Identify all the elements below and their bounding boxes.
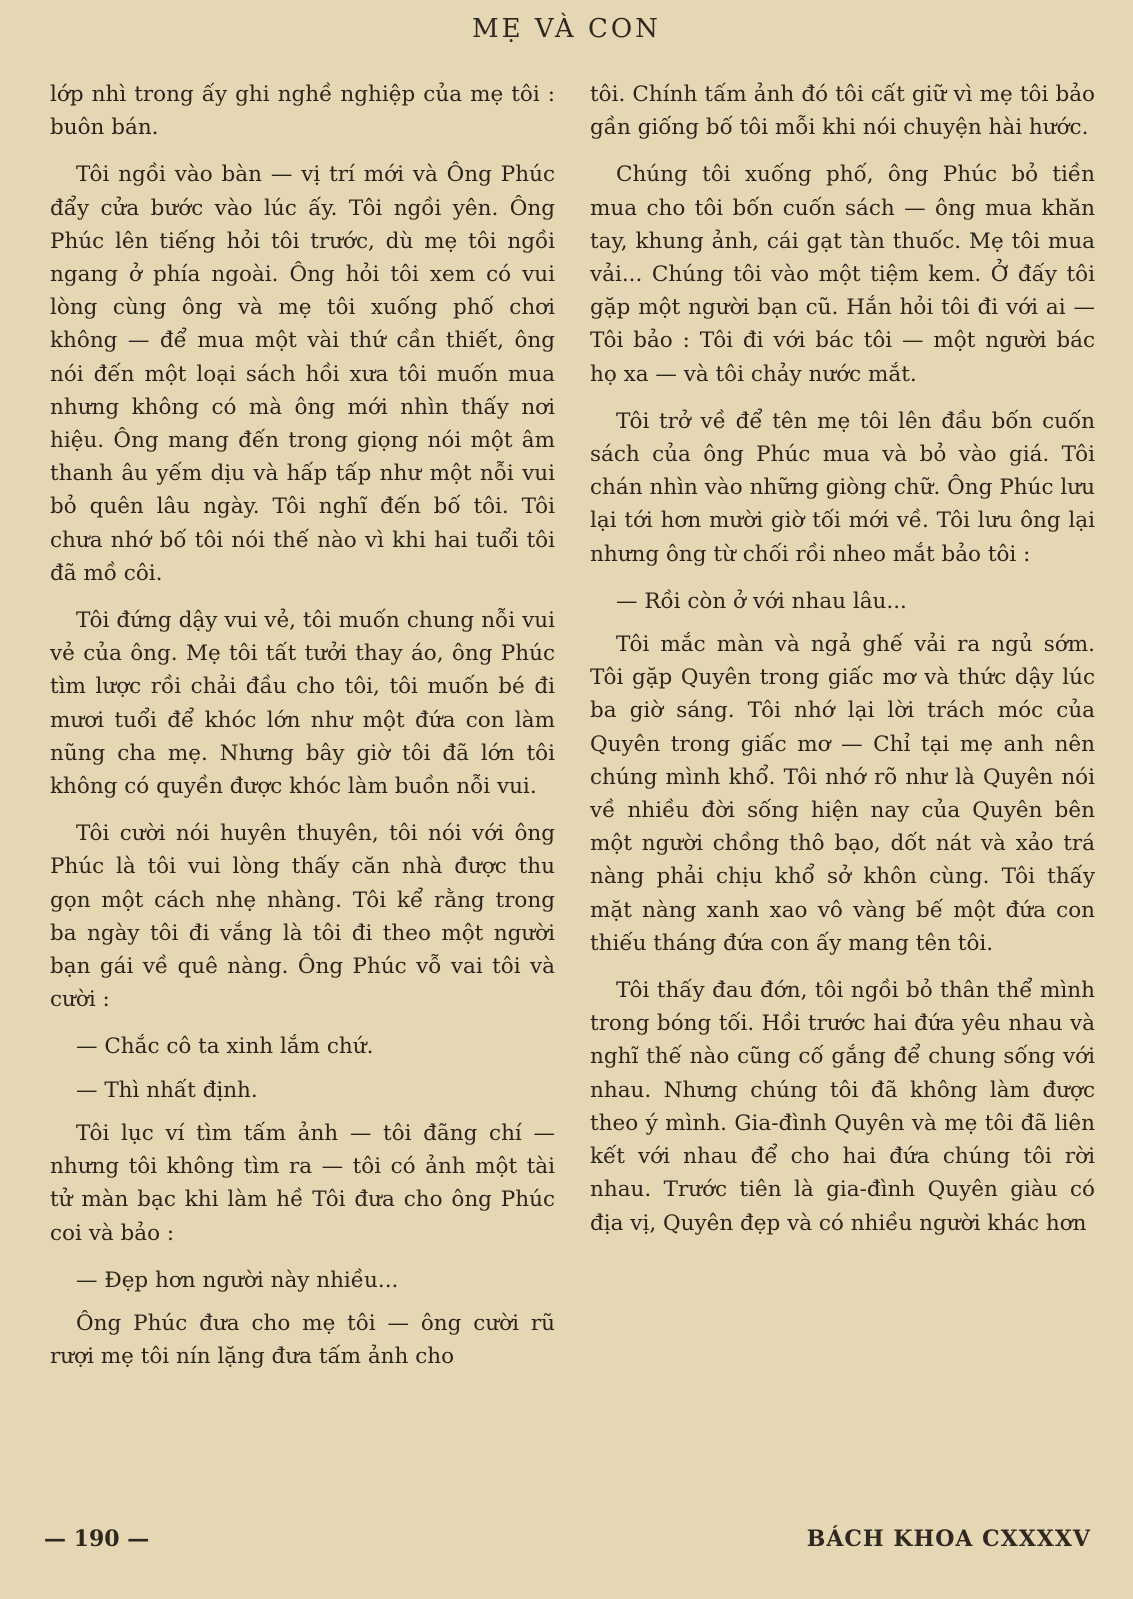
dialogue-line: — Đẹp hơn người này nhiều... [76,1267,399,1293]
dialogue-line: — Chắc cô ta xinh lắm chứ. [76,1034,374,1060]
paragraph: Chúng tôi xuống phố, ông Phúc bỏ tiền mua cho tôi bốn cuốn sách — ông mua khăn tay, khung ảnh, cái gạt tàn thuốc. Mẹ tôi mua vải... Chúng tôi vào một tiệm kem. Ở đấy tôi gặp một người bạn cũ. Hắn hỏi tôi đi với ai — Tôi bảo : Tôi đi với bác tôi — một người bác họ xa — và tôi chảy nước mắt. [590,162,1095,387]
dialogue-line: — Thì nhất định. [76,1077,258,1103]
left-column [50,78,555,1387]
paragraph: Tôi cười nói huyên thuyên, tôi nói với ông Phúc là tôi vui lòng thấy căn nhà được thu gọn một cách nhẹ nhàng. Tôi kể rằng trong ba ngày tôi đi vắng là tôi đi theo một người bạn gái về quê nàng. Ông Phúc vỗ vai tôi và cười : [50,821,555,1013]
paragraph: Tôi lục ví tìm tấm ảnh — tôi đãng chí — nhưng tôi không tìm ra — tôi có ảnh một tài tử màn bạc khi làm hề Tôi đưa cho ông Phúc coi và bảo : [50,1120,555,1246]
page-header: MẸ VÀ CON [472,14,661,44]
paragraph: tôi. Chính tấm ảnh đó tôi cất giữ vì mẹ tôi bảo gần giống bố tôi mỗi khi nói chuyện hài hước. [590,82,1095,141]
paragraph: Tôi đứng dậy vui vẻ, tôi muốn chung nỗi vui vẻ của ông. Mẹ tôi tất tưởi thay áo, ông Phúc tìm lược rồi chải đầu cho tôi, tôi muốn bé đi mươi tuổi để khóc lớn như một đứa con làm nũng cha mẹ. Nhưng bây giờ tôi đã lớn tôi không có quyền được khóc làm buồn nỗi vui. [50,608,555,800]
publication-name: BÁCH KHOA CXXXXV [806,1526,1091,1552]
right-column [590,78,1095,1254]
paragraph: Tôi thấy đau đớn, tôi ngồi bỏ thân thể mình trong bóng tối. Hồi trước hai đứa yêu nhau và nghĩ thế nào cũng cố gắng để chung sống với nhau. Nhưng chúng tôi đã không làm được theo ý mình. Gia-đình Quyên và mẹ tôi đã liên kết với nhau để cho hai đứa chúng tôi rời nhau. Trước tiên là gia-đình Quyên giàu có địa vị, Quyên đẹp và có nhiều người khác hơn [590,978,1095,1236]
paragraph: Tôi trở về để tên mẹ tôi lên đầu bốn cuốn sách của ông Phúc mua và bỏ vào giá. Tôi chán nhìn vào những giòng chữ. Ông Phúc lưu lại tới hơn mười giờ tối mới về. Tôi lưu ông lại nhưng ông từ chối rồi nheo mắt bảo tôi : [590,408,1095,567]
paragraph: lớp nhì trong ấy ghi nghề nghiệp của mẹ tôi : buôn bán. [50,82,555,141]
paragraph: Tôi mắc màn và ngả ghế vải ra ngủ sớm. Tôi gặp Quyên trong giấc mơ và thức dậy lúc ba giờ sáng. Tôi nhớ lại lời trách móc của Quyên trong giấc mơ — Chỉ tại mẹ anh nên chúng mình khổ. Tôi nhớ rõ như là Quyên nói về nhiều đời sống hiện nay của Quyên bên một người chồng thô bạo, dốt nát và xảo trá nàng phải chịu khổ sở khôn cùng. Tôi thấy mặt nàng xanh xao vô vàng bế một đứa con thiếu tháng đứa con ấy mang tên tôi. [590,632,1095,956]
dialogue-line: — Rồi còn ở với nhau lâu... [616,588,907,614]
page-number: — 190 — [44,1526,150,1552]
paragraph: Ông Phúc đưa cho mẹ tôi — ông cười rũ rượi mẹ tôi nín lặng đưa tấm ảnh cho [50,1310,555,1370]
paragraph: Tôi ngồi vào bàn — vị trí mới và Ông Phúc đẩy cửa bước vào lúc ấy. Tôi ngồi yên. Ông Phúc lên tiếng hỏi tôi trước, dù mẹ tôi ngồi ngang ở phía ngoài. Ông hỏi tôi xem có vui lòng cùng ông và mẹ tôi xuống phố chơi không — để mua một vài thứ cần thiết, ông nói đến một loại sách hồi xưa tôi muốn mua nhưng không có mà ông mới nhìn thấy nơi hiệu. Ông mang đến trong giọng nói một âm thanh âu yếm dịu và hấp tấp như một nỗi vui bỏ quên lâu ngày. Tôi nghĩ đến bố tôi. Tôi chưa nhớ bố tôi nói thế nào vì khi hai tuổi tôi đã mồ côi. [50,162,555,586]
